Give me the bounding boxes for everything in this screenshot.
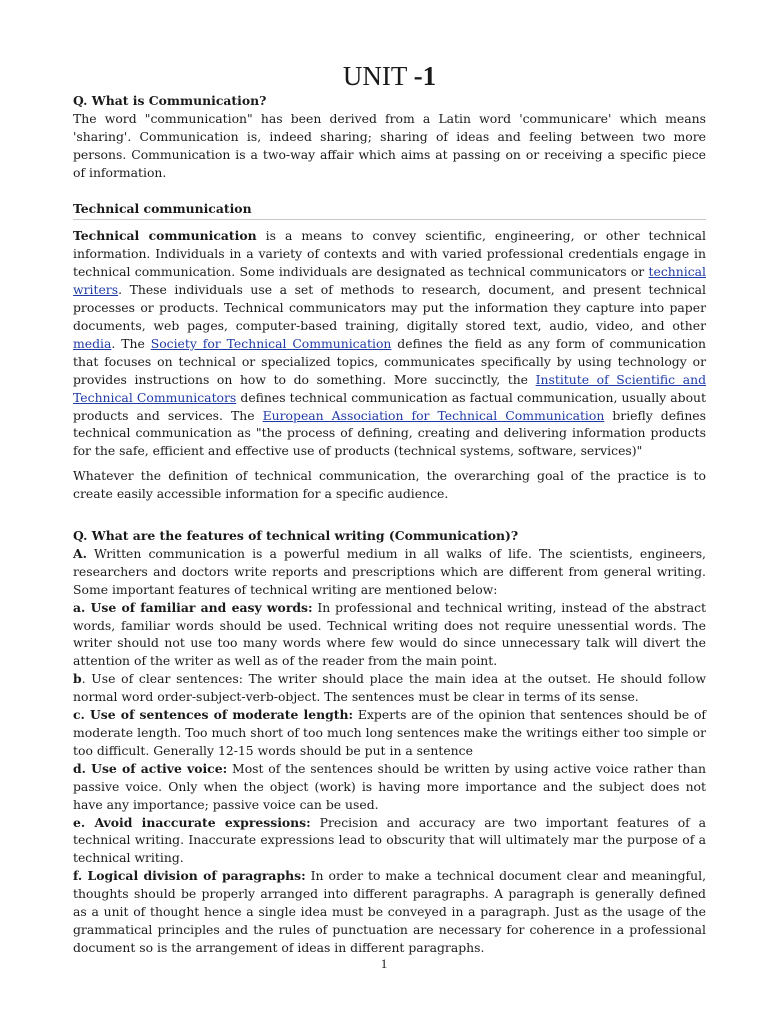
link-society-for-technical-communication[interactable]: Society for Technical Communication <box>150 335 392 351</box>
question-what-is-communication: Q. What is Communication? <box>73 93 267 108</box>
link-media[interactable]: media <box>73 335 112 351</box>
feature-item: d. Use of active voice: Most of the sentences should be written by using active voice rather than passive voice. Only when the object (work) is having more importance and the subject does not have any importance; passive voice can be used. <box>73 760 706 812</box>
link-institute-of-scientific-and-technical-communicators[interactable]: Institute of Scientific and Technical Communicators <box>73 371 706 405</box>
answer-communication: The word "communication" has been derived from a Latin word 'communicare' which means 'sharing'. Communication is, indeed sharing; sharing of ideas and feeling between two more persons. Communication is a two-way affair which aims at passing on or receiving a specific piece of information. <box>73 110 706 180</box>
feature-item: f. Logical division of paragraphs: In order to make a technical document clear and meaningful, thoughts should be properly arranged into different paragraphs. A paragraph is generally defined as a unit of thought hence a single idea must be conveyed in a paragraph. Just as the usage of the grammatical principles and the rules of punctuation are necessary for coherence in a professional document so is the arrangement of ideas in different paragraphs. <box>73 868 707 955</box>
feature-item: a. Use of familiar and easy words: In professional and technical writing, instead of the abstract words, familiar words should be used. Technical writing does not require unessential words. The writer should not use too many words where few would do since unnecessary talk will divert the attention of the writer as well as of the reader from the main point. <box>73 599 706 669</box>
technical-communication-paragraph: Technical communication is a means to convey scientific, engineering, or other technical information. Individuals in a variety of contexts and with varied professional credentials engage in technical communication. Some individuals are designated as technical communicators or technical writers. These individuals use a set of methods to research, document, and present technical processes or products. Technical communicators may put the information they capture into paper documents, web pages, computer-based training, digitally stored text, audio, video, and other media. The Society for Technical Communication defines the field as any form of communication that focuses on technical or specialized topics, communicates specifically by using technology or provides instructions on how to do something. More succinctly, the Institute of Scientific and Technical Communicators defines technical communication as factual communication, usually about products and services. The European Association for Technical Communication briefly defines technical communication as "the process of defining, creating and delivering information products for the safe, efficient and effective use of products (technical systems, software, services)" <box>73 228 707 459</box>
link-technical-writers[interactable]: technical writers <box>73 264 706 298</box>
feature-item: b. Use of clear sentences: The writer should place the main idea at the outset. He should follow normal word order-subject-verb-object. The sentences must be clear in terms of its sense. <box>73 671 706 705</box>
page-title: UNIT -1 <box>342 61 437 91</box>
question-features-of-technical-writing: Q. What are the features of technical writing (Communication)? <box>73 528 519 544</box>
link-european-association-for-technical-communication[interactable]: European Association for Technical Communication <box>262 407 605 423</box>
answer-features-intro: A. Written communication is a powerful medium in all walks of life. The scientists, engineers, researchers and doctors write reports and prescriptions which are different from general writing. Some important features of technical writing are mentioned below: <box>73 545 706 597</box>
technical-communication-goal: Whatever the definition of technical communication, the overarching goal of the practice is to create easily accessible information for a specific audience. <box>73 468 706 502</box>
feature-item: e. Avoid inaccurate expressions: Precision and accuracy are two important features of a technical writing. Inaccurate expressions lead to obscurity that will ultimately mar the purpose of a technical writing. <box>73 814 707 866</box>
page-number: 1 <box>380 956 388 971</box>
section-heading-technical-communication: Technical communication <box>73 200 706 221</box>
document-page <box>73 60 706 957</box>
feature-item: c. Use of sentences of moderate length: Experts are of the opinion that sentences should be of moderate length. Too much short of too much long sentences make the writings either too simple or too difficult. Generally 12-15 words should be put in a sentence <box>73 707 706 758</box>
